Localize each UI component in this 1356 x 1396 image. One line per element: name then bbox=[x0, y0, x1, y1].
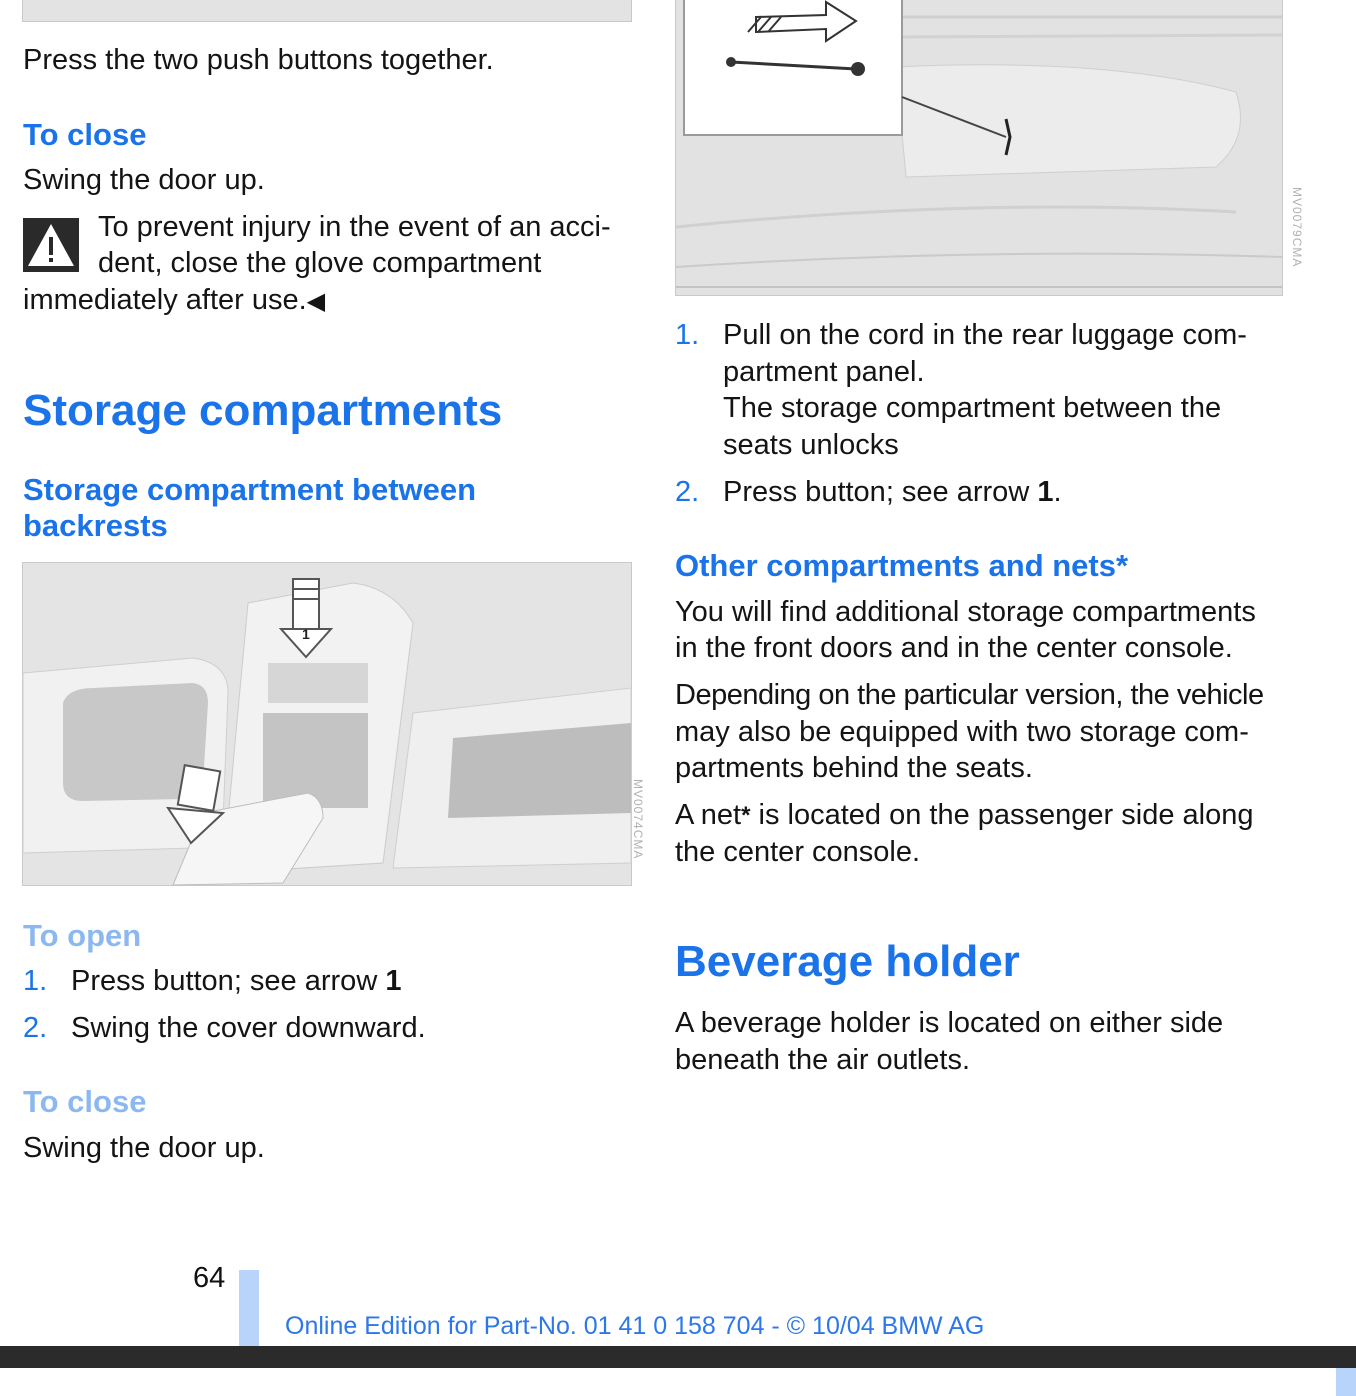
warning-line-3 bbox=[23, 282, 325, 320]
end-mark-icon: ◀ bbox=[306, 288, 326, 315]
warning-icon bbox=[23, 218, 79, 272]
page-number: 64 bbox=[193, 1262, 226, 1294]
cord-step-1-line-1: Pull on the cord in the rear luggage com- bbox=[723, 319, 1247, 351]
subsection-title-line-1: Storage compartment between bbox=[23, 472, 477, 507]
cord-step-2-number: 2. bbox=[675, 476, 700, 508]
other-para-1-line-1: You will find additional storage compartments bbox=[675, 596, 1256, 628]
to-close-heading: To close bbox=[23, 117, 147, 152]
cord-step-1-number: 1. bbox=[675, 319, 700, 351]
warning-line-1: To prevent injury in the event of an acci- bbox=[98, 211, 611, 243]
right-image-code: MV0079CMA bbox=[1290, 187, 1304, 268]
open-step-2-text: Swing the cover downward. bbox=[71, 1012, 426, 1044]
warning-line-3-text: immediately after use. bbox=[23, 284, 307, 316]
net-asterisk: * bbox=[741, 802, 751, 829]
cord-step-1 bbox=[675, 317, 1295, 467]
beverage-line-1: A beverage holder is located on either side bbox=[675, 1007, 1224, 1039]
other-para-1-line-2: in the front doors and in the center console. bbox=[675, 632, 1233, 664]
open-step-1-number: 1. bbox=[23, 965, 48, 997]
open-step-1-label: Press button; see arrow bbox=[71, 965, 386, 997]
beverage-line-2: beneath the air outlets. bbox=[675, 1044, 971, 1076]
other-para-2-line-3: partments behind the seats. bbox=[675, 752, 1033, 784]
to-open-heading: To open bbox=[23, 918, 142, 953]
footer-corner-accent bbox=[1336, 1368, 1356, 1396]
to-close-text-2: Swing the door up. bbox=[23, 1132, 265, 1164]
edition-text: Online Edition for Part-No. 01 41 0 158 704 - © 10/04 BMW AG bbox=[285, 1312, 985, 1340]
footer-dark-bar bbox=[0, 1346, 1356, 1368]
rear-luggage-drawing bbox=[676, 0, 1282, 295]
open-step-1-arrow-ref: 1 bbox=[385, 965, 402, 997]
cord-step-1-line-2: partment panel. bbox=[723, 356, 925, 388]
cord-step-2-arrow-ref: 1 bbox=[1037, 476, 1054, 508]
open-step-1 bbox=[23, 963, 623, 1000]
net-text-b: is located on the passenger side along bbox=[750, 799, 1254, 831]
subsection-title-line-2: backrests bbox=[23, 508, 168, 543]
warning-line-2: dent, close the glove compartment bbox=[98, 247, 542, 279]
top-image-fragment bbox=[22, 0, 632, 22]
section-title-storage: Storage compartments bbox=[23, 386, 503, 435]
footer-accent-bar bbox=[239, 1270, 259, 1348]
other-para-3-line-2: the center console. bbox=[675, 836, 921, 868]
cord-step-2-text bbox=[723, 474, 1062, 511]
cord-step-1-line-4: seats unlocks bbox=[723, 429, 899, 461]
backrest-compartment-drawing bbox=[23, 563, 631, 885]
other-para-3-line-1 bbox=[675, 797, 1253, 834]
open-step-2 bbox=[23, 1010, 623, 1047]
open-step-2-number: 2. bbox=[23, 1012, 48, 1044]
cord-step-2 bbox=[675, 474, 1295, 511]
to-close-heading-2: To close bbox=[23, 1084, 147, 1119]
cord-step-2-label: Press button; see arrow bbox=[723, 476, 1038, 508]
to-close-text: Swing the door up. bbox=[23, 164, 265, 196]
push-buttons-text: Press the two push buttons together. bbox=[23, 44, 494, 76]
backrest-compartment-illustration bbox=[22, 562, 645, 886]
beverage-holder-title: Beverage holder bbox=[675, 937, 1020, 986]
other-compartments-heading: Other compartments and nets* bbox=[675, 548, 1129, 583]
left-image-code: MV0074CMA bbox=[631, 779, 645, 860]
other-para-2-line-1: Depending on the particular version, the vehicle bbox=[675, 679, 1264, 711]
rear-luggage-illustration bbox=[675, 0, 1304, 296]
illustration-arrow-label: 1 bbox=[302, 626, 310, 642]
open-step-1-text bbox=[71, 963, 401, 1000]
net-text-a: A net bbox=[675, 799, 742, 831]
cord-step-1-line-3: The storage compartment between the bbox=[723, 392, 1222, 424]
other-para-2-line-2: may also be equipped with two storage com- bbox=[675, 716, 1249, 748]
cord-step-2-tail: . bbox=[1053, 476, 1062, 508]
